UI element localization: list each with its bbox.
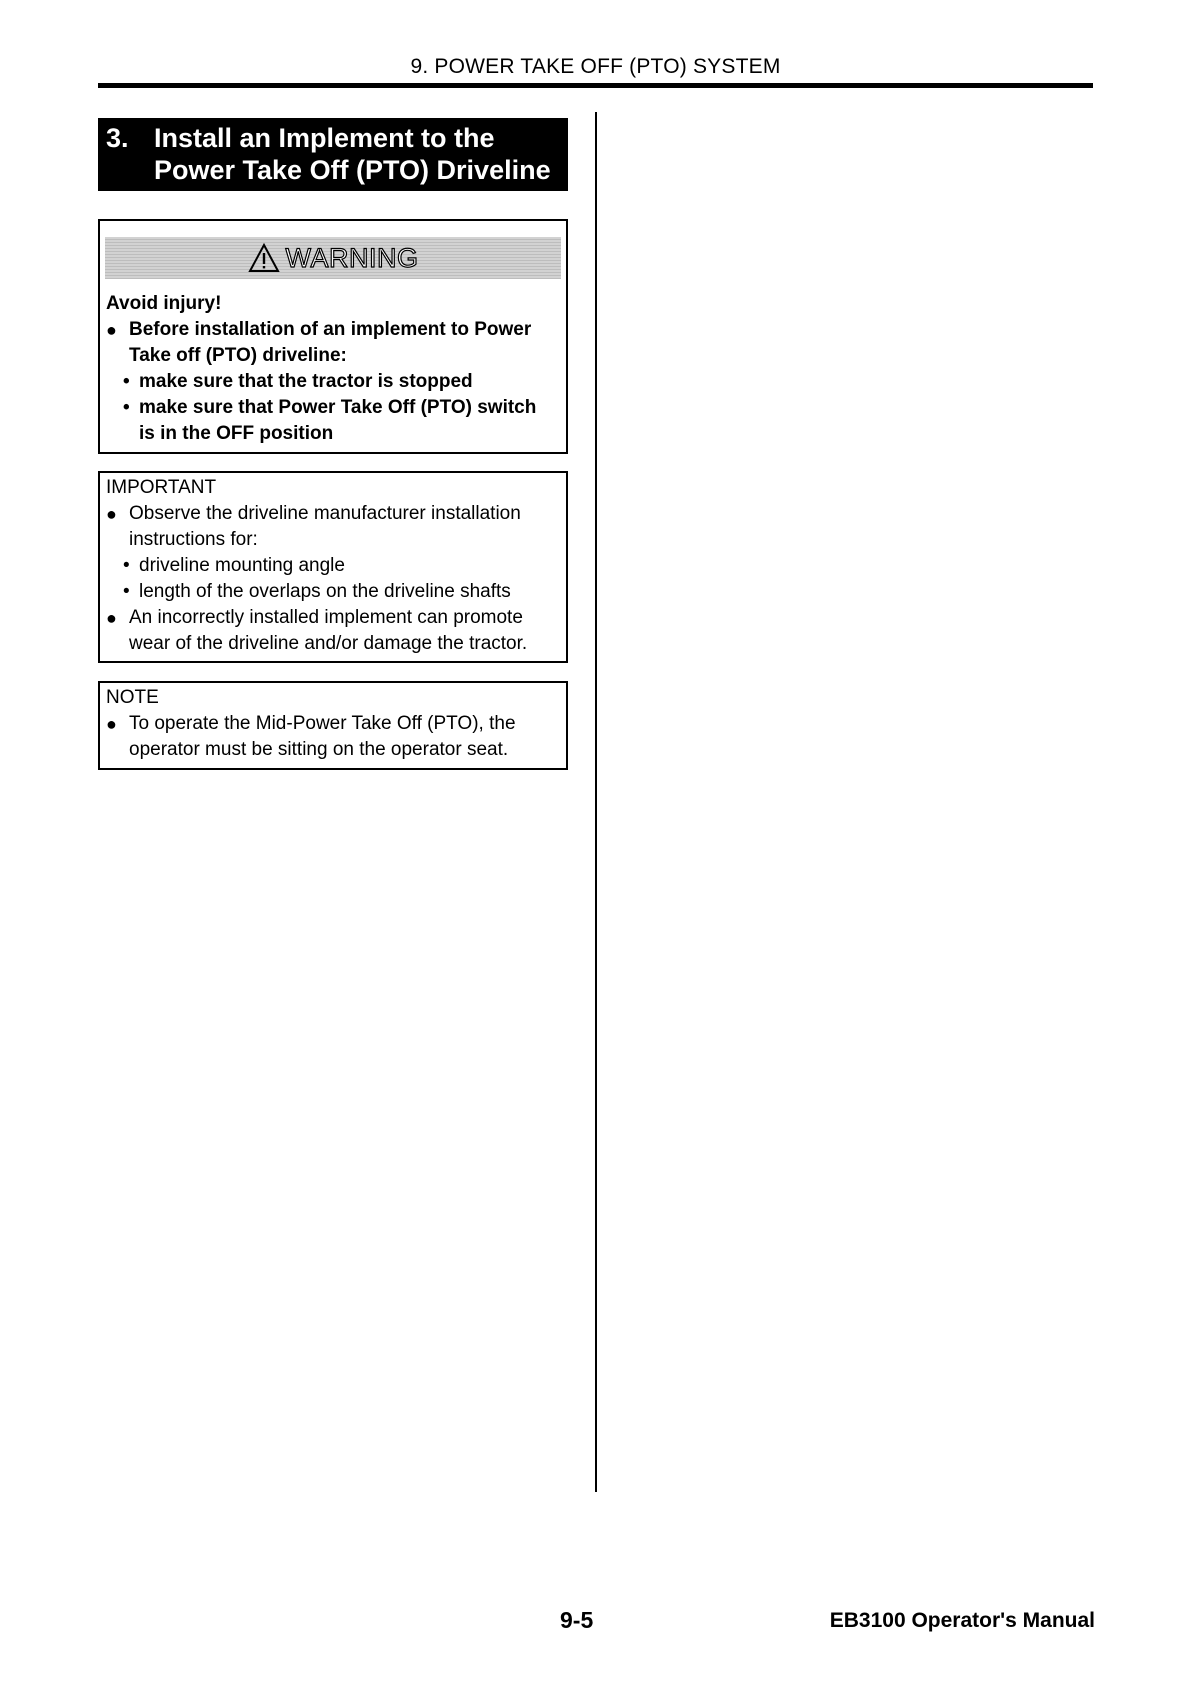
warning-banner [105,237,561,279]
note-bullet-line2: operator must be sitting on the operator seat. [129,739,509,760]
sub-bullet-icon: • [123,555,130,576]
section-title-line1: Install an Implement to the [154,123,495,153]
sub-list-item [106,395,560,447]
sub-bullet-icon: • [123,371,130,392]
sub-list-item [106,579,560,605]
bullet-icon: ● [106,608,117,628]
note-bullet-line1: To operate the Mid-Power Take Off (PTO), the [129,713,516,734]
bullet-icon: ● [106,504,117,524]
note-heading: NOTE [106,687,159,708]
important-box [98,471,568,663]
warning-triangle-icon [248,243,280,273]
warning-heading: Avoid injury! [106,293,222,314]
important-sub2: length of the overlaps on the driveline shafts [139,581,511,602]
column-divider [595,112,597,1492]
list-item [106,605,560,657]
manual-title: EB3100 Operator's Manual [829,1609,1095,1632]
page-header-title: 9. POWER TAKE OFF (PTO) SYSTEM [410,55,781,78]
warning-sub2-line1: make sure that Power Take Off (PTO) switch [139,397,537,418]
important-bullet1-line2: instructions for: [129,529,258,550]
important-heading: IMPORTANT [106,477,217,498]
bullet-icon: ● [106,320,117,340]
important-bullet2-line1: An incorrectly installed implement can promote [129,607,523,628]
list-item [106,317,560,369]
note-box [98,681,568,770]
important-bullet2-line2: wear of the driveline and/or damage the tractor. [129,633,528,654]
list-item [106,501,560,553]
sub-list-item [106,369,560,395]
section-title-line2: Power Take Off (PTO) Driveline [154,155,551,185]
important-sub1: driveline mounting angle [139,555,345,576]
section-title [98,118,568,191]
page-number: 9-5 [560,1607,594,1633]
list-item [106,711,560,763]
warning-bullet-line1: Before installation of an implement to Power [129,319,532,340]
warning-label: WARNING [285,242,419,273]
important-bullet1-line1: Observe the driveline manufacturer installation [129,503,521,524]
sub-bullet-icon: • [123,397,130,418]
header-rule [98,83,1093,88]
section-number: 3. [106,123,129,153]
bullet-icon: ● [106,714,117,734]
warning-bullet-line2: Take off (PTO) driveline: [129,345,347,366]
warning-sub1: make sure that the tractor is stopped [139,371,473,392]
sub-list-item [106,553,560,579]
sub-bullet-icon: • [123,581,130,602]
warning-box [98,219,568,454]
warning-sub2-line2: is in the OFF position [139,423,334,444]
